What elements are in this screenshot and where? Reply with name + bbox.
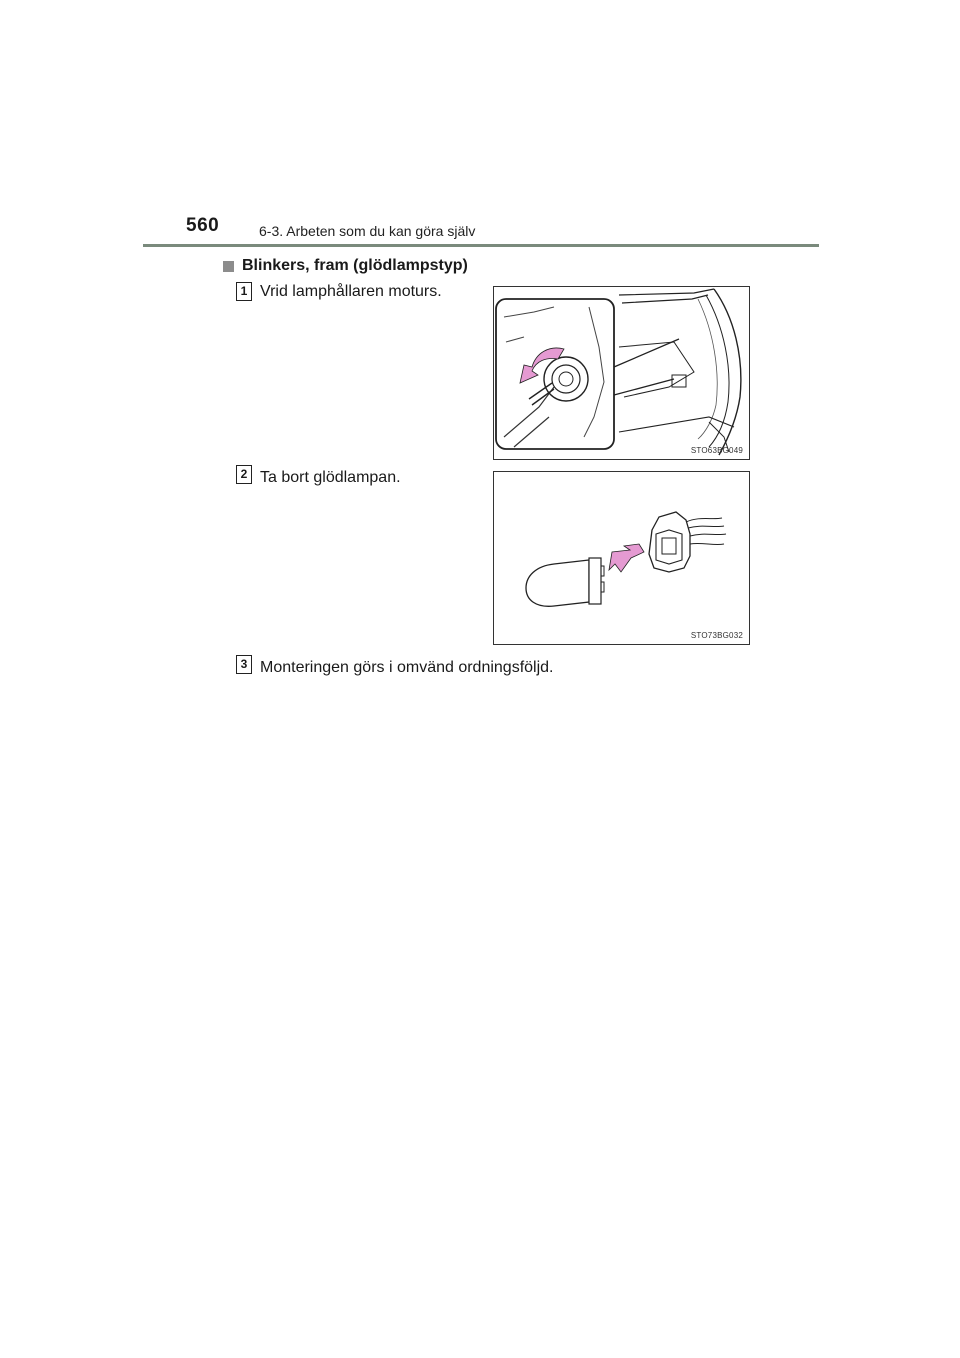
remove-arrow-icon xyxy=(609,544,644,572)
section-title: 6-3. Arbeten som du kan göra själv xyxy=(259,223,476,239)
headlight-illustration xyxy=(494,287,749,459)
bulb-illustration xyxy=(494,472,749,644)
figure-code: STO73BG032 xyxy=(690,631,743,640)
figure-code: STO63BG049 xyxy=(690,446,743,455)
square-bullet-icon xyxy=(223,261,234,272)
step-2-text: Ta bort glödlampan. xyxy=(260,469,401,486)
step-3-text: Monteringen görs i omvänd ordningsföljd. xyxy=(260,659,554,676)
figure-remove-bulb xyxy=(493,471,750,645)
subheading xyxy=(223,257,468,275)
header-divider xyxy=(143,244,819,247)
subheading-text: Blinkers, fram (glödlampstyp) xyxy=(242,257,468,274)
step-3-number: 3 xyxy=(236,655,252,674)
page-number: 560 xyxy=(186,215,220,236)
step-1-text: Vrid lamphållaren moturs. xyxy=(260,283,442,300)
step-1-number: 1 xyxy=(236,282,252,301)
step-2-number: 2 xyxy=(236,465,252,484)
figure-turn-bulb-holder xyxy=(493,286,750,460)
